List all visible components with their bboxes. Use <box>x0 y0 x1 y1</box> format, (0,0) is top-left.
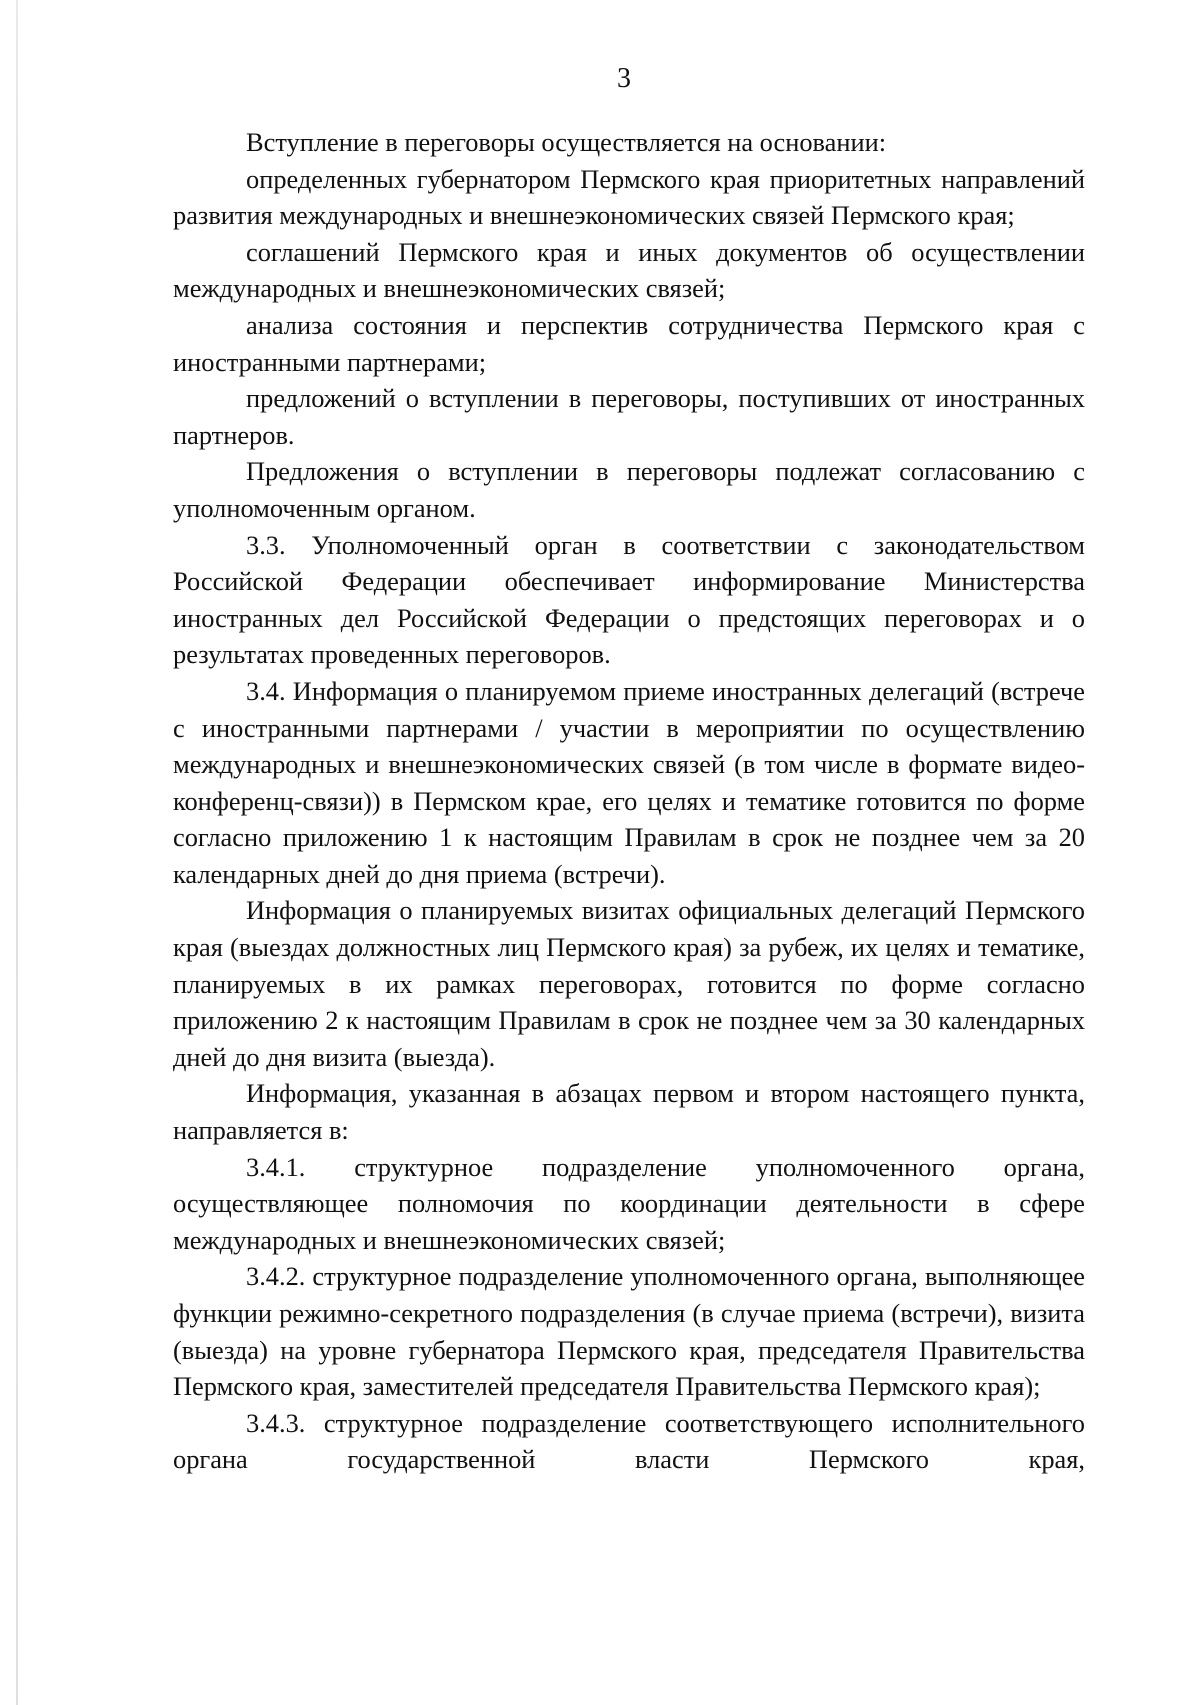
paragraph-clause-3-4-3: 3.4.3. структурное подразделение соответствующего исполнительного органа государственной власти Пермского края, <box>173 1407 1085 1475</box>
paragraph-intro: Вступление в переговоры осуществляется на основании: <box>246 127 887 157</box>
scan-edge-line <box>16 0 18 1705</box>
paragraph: Информация о планируемых визитах официальных делегаций Пермского края (выездах должностных лиц Пермского края) за рубеж, их целях и тематике, планируемых в их рамках переговорах, готовится по форме согласно приложению 2 к настоящим Правилам в срок не позднее чем за 30 календарных дней до дня визита (выезда). <box>173 895 1085 1072</box>
paragraph-clause-3-4-1: 3.4.1. структурное подразделение уполномоченного органа, осуществляющее полномочия по координации деятельности в сфере международных и внешнеэкономических связей; <box>173 1151 1085 1255</box>
paragraph-item: анализа состояния и перспектив сотрудничества Пермского края с иностранными партнерами; <box>173 309 1085 377</box>
paragraph-item: соглашений Пермского края и иных документов об осуществлении международных и внешнеэкономических связей; <box>173 236 1085 304</box>
paragraph-clause-3-4-2: 3.4.2. структурное подразделение уполномоченного органа, выполняющее функции режимно-секретного подразделения (в случае приема (встречи), визита (выезда) на уровне губернатора Пермского края, председателя Правительства Пермского края, заместителей председателя Правительства Пермского края); <box>173 1261 1085 1402</box>
page-number: 3 <box>617 63 631 94</box>
paragraph-item: определенных губернатором Пермского края приоритетных направлений развития международных и внешнеэкономических связей Пермского края; <box>173 163 1085 231</box>
paragraph: Предложения о вступлении в переговоры подлежат согласованию с уполномоченным органом. <box>173 456 1085 523</box>
paragraph-item: предложений о вступлении в переговоры, поступивших от иностранных партнеров. <box>173 383 1085 450</box>
paragraph-clause-3-4: 3.4. Информация о планируемом приеме иностранных делегаций (встрече с иностранными партнерами / участии в мероприятии по осуществлению международных и внешнеэкономических связей (в том числе в формате видео-конференц-связи)) в Пермском крае, его целях и тематике готовится по форме согласно приложению 1 к настоящим Правилам в срок не позднее чем за 20 календарных дней до дня приема (встречи). <box>173 675 1085 889</box>
paragraph-clause-3-3: 3.3. Уполномоченный орган в соответствии с законодательством Российской Федерации обеспечивает информирование Министерства иностранных дел Российской Федерации о предстоящих переговорах и о результатах проведенных переговоров. <box>173 529 1085 670</box>
paragraph: Информация, указанная в абзацах первом и втором настоящего пункта, направляется в: <box>173 1078 1085 1146</box>
document-body <box>173 124 1085 1478</box>
